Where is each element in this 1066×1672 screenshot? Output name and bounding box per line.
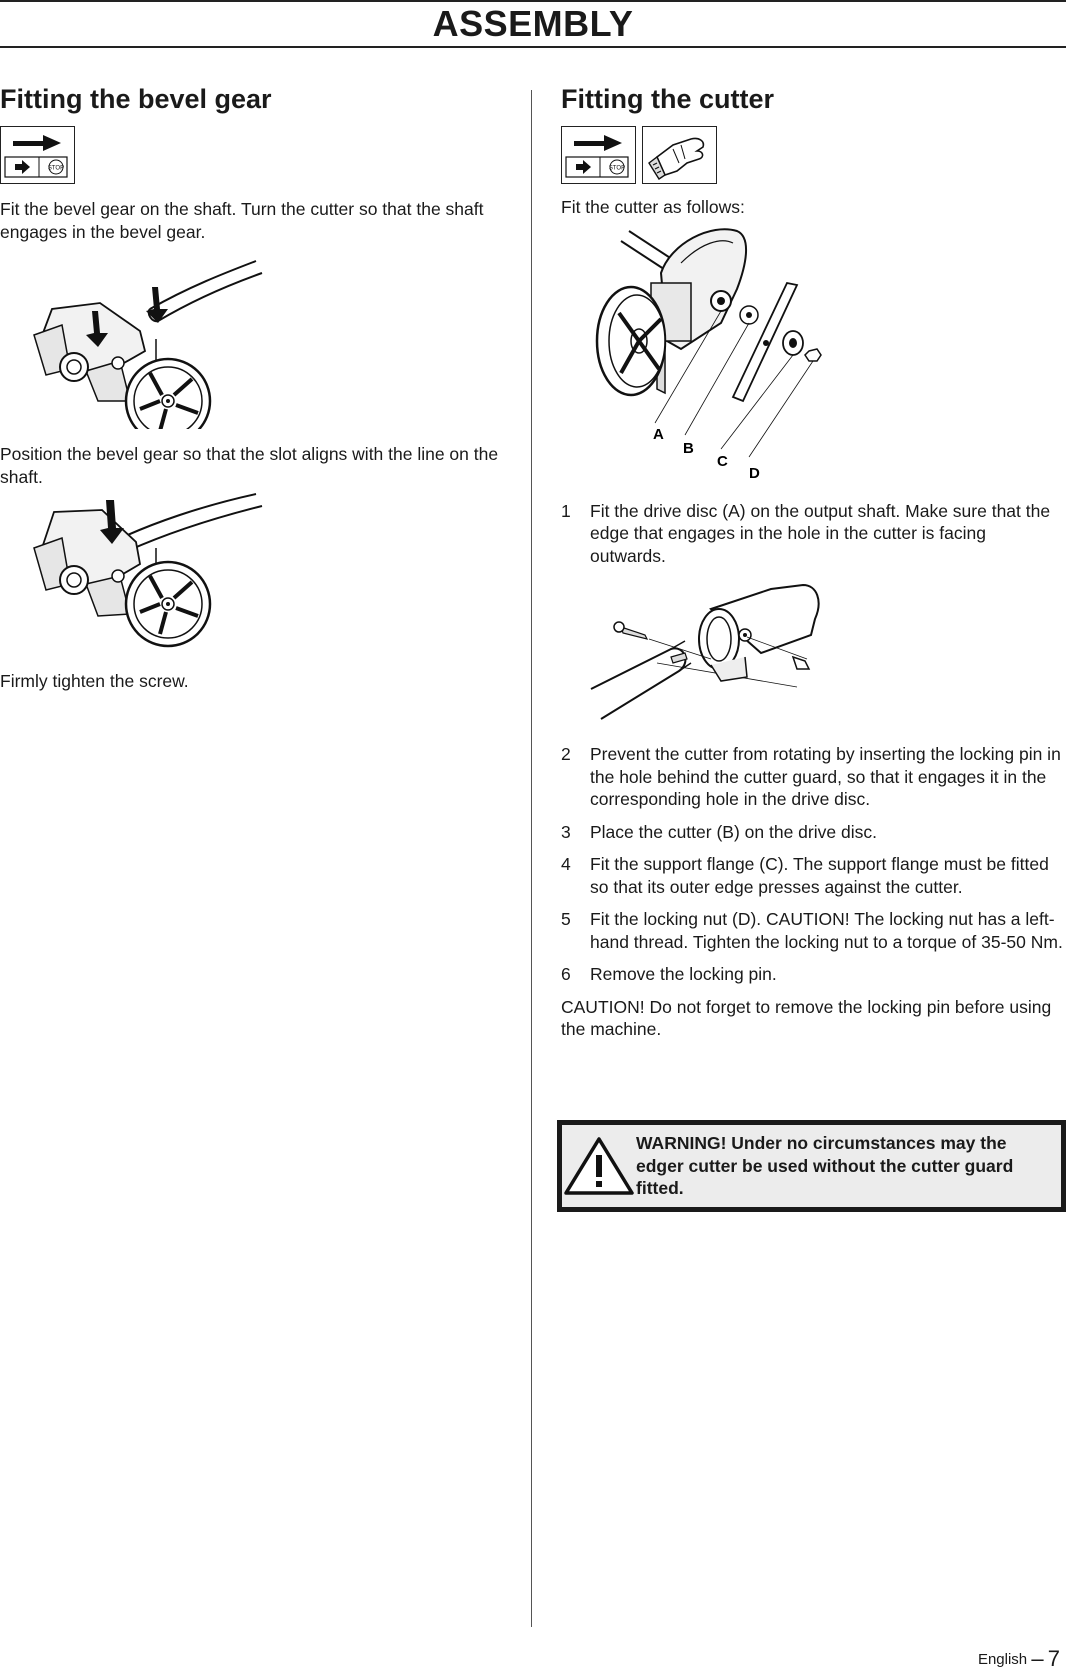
column-divider (531, 90, 532, 1627)
label-d: D (749, 464, 760, 482)
footer-page-number: 7 (1047, 1646, 1060, 1671)
step-item (561, 500, 1064, 568)
label-b: B (683, 439, 694, 457)
step-item (561, 908, 1064, 953)
edger-shaft-illustration (0, 251, 270, 429)
step-number: 3 (561, 821, 571, 842)
step-text: Prevent the cutter from rotating by inserting the locking pin in the hole behind the cutter guard, so that it engages it in the corresponding hole in the drive disc. (590, 744, 1061, 809)
bevel-gear-illustration-2 (0, 492, 505, 648)
step-number: 1 (561, 500, 571, 521)
bevel-gear-illustration-1 (0, 251, 505, 429)
page-title: ASSEMBLY (432, 3, 634, 44)
step-number: 4 (561, 854, 571, 874)
paragraph-cutter-intro: Fit the cutter as follows: (561, 197, 745, 217)
locking-pin-illustration (561, 579, 1064, 731)
footer-dash: – (1031, 1646, 1044, 1671)
step-item (561, 853, 1064, 898)
arrow-stop-icon (0, 126, 75, 184)
instruction-icons (561, 126, 1064, 184)
right-column (561, 82, 1064, 1041)
step-text: Place the cutter (B) on the drive disc. (590, 821, 877, 842)
footer-language: English (977, 1651, 1028, 1668)
left-column (0, 82, 505, 693)
section-heading-bevel-gear: Fitting the bevel gear (0, 84, 272, 114)
step-item (561, 743, 1064, 811)
section-heading-fitting-cutter: Fitting the cutter (561, 84, 774, 114)
paragraph-caution: CAUTION! Do not forget to remove the locking pin before using the machine. (561, 996, 1052, 1039)
step-item (561, 821, 1064, 844)
warning-triangle-icon (562, 1125, 636, 1207)
page-footer (978, 1646, 1060, 1672)
arrow-stop-icon (561, 126, 636, 184)
label-c: C (717, 452, 728, 470)
step-text: Fit the support flange (C). The support flange must be fitted so that its outer edge presses against the cutter. (590, 854, 1049, 897)
instruction-icons (0, 126, 505, 184)
paragraph-position-bevel-gear: Position the bevel gear so that the slot aligns with the line on the shaft. (0, 444, 499, 487)
assembly-steps-continued (561, 743, 1064, 986)
step-number: 5 (561, 909, 571, 929)
step-item (561, 963, 1064, 986)
svg-text:STOP: STOP (47, 165, 65, 172)
cutter-exploded-drawing (561, 223, 1064, 498)
step-number: 6 (561, 964, 571, 984)
assembly-steps (561, 500, 1064, 568)
step-text: Remove the locking pin. (590, 964, 777, 984)
cutter-exploded-illustration (561, 223, 1064, 498)
glove-icon (642, 126, 717, 184)
edger-alignment-illustration (0, 492, 270, 648)
paragraph-fit-bevel-gear: Fit the bevel gear on the shaft. Turn the cutter so that the shaft engages in the bevel gear. (0, 199, 484, 242)
locking-pin-drawing (561, 579, 1064, 731)
warning-box (557, 1120, 1066, 1212)
step-number: 2 (561, 744, 571, 764)
step-text: Fit the drive disc (A) on the output shaft. Make sure that the edge that engages in the hole in the cutter is facing outwards. (590, 500, 1051, 566)
label-a: A (653, 425, 664, 443)
warning-text: WARNING! Under no circumstances may the edger cutter be used without the cutter guard fitted. (636, 1133, 1014, 1199)
paragraph-tighten-screw: Firmly tighten the screw. (0, 671, 189, 691)
page-header (0, 0, 1066, 48)
step-text: Fit the locking nut (D). CAUTION! The locking nut has a left-hand thread. Tighten the locking nut to a torque of 35-50 Nm. (590, 909, 1063, 952)
svg-text:STOP: STOP (608, 165, 626, 172)
